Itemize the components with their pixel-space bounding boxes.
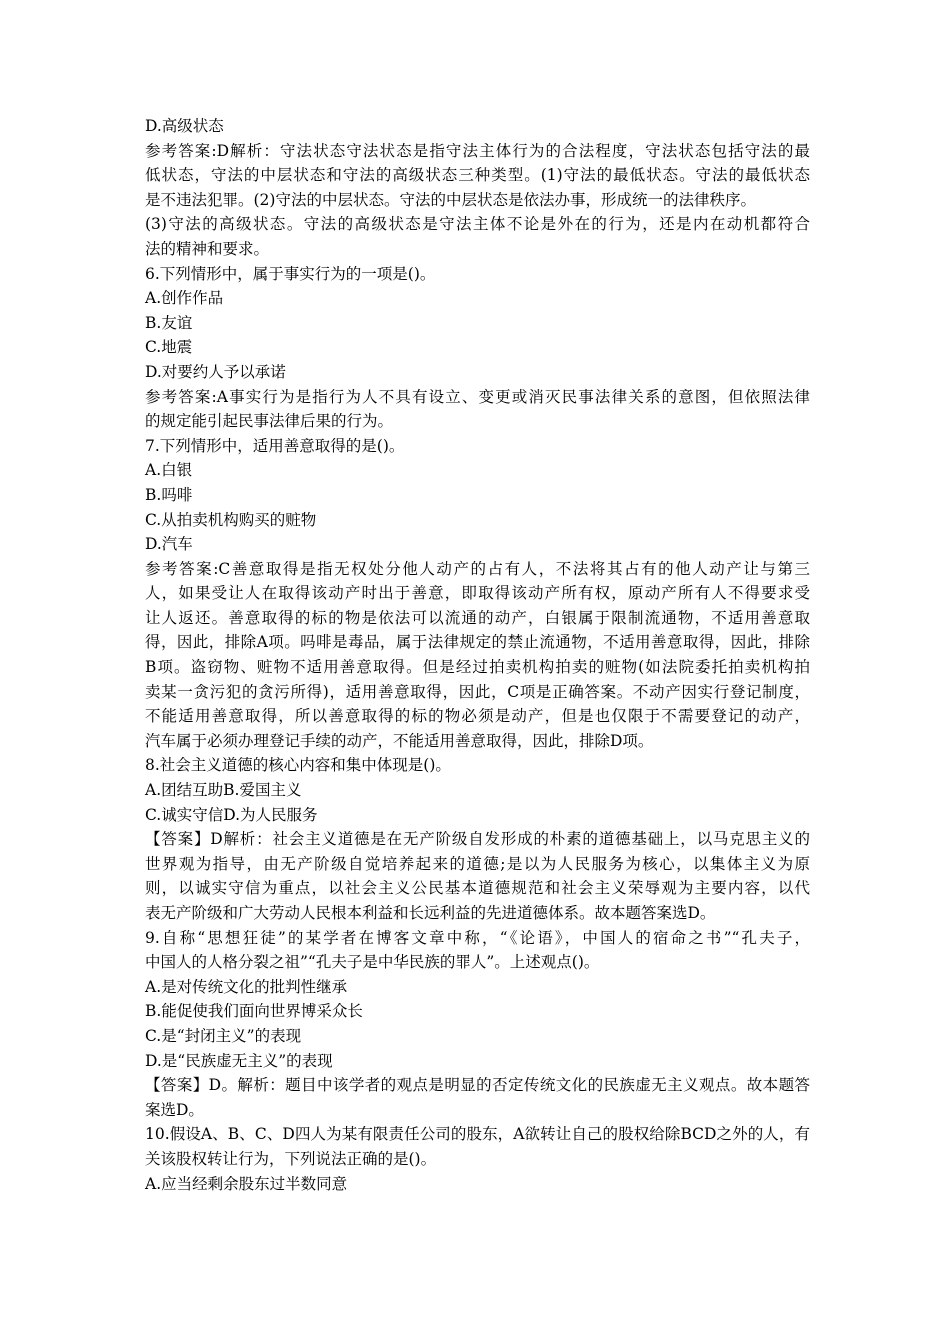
text-line: 不能适用善意取得，所以善意取得的标的物必须是动产，但是也仅限于不需要登记的动产， (145, 707, 810, 726)
option-a: A.是对传统文化的批判性继承 (145, 977, 348, 996)
option-cd: C.诚实守信D.为人民服务 (145, 805, 318, 824)
text-line: 关该股权转让行为，下列说法正确的是()。 (145, 1149, 437, 1168)
option-a: A.创作作品 (145, 289, 224, 308)
question-9-stem: 9.自称“思想狂徒”的某学者在博客文章中称，“《论语》，中国人的宿命之书”“孔夫子， (145, 928, 810, 947)
text-line: 案选D。 (145, 1100, 204, 1119)
text-line: 低状态，守法的中层状态和守法的高级状态三种类型。(1)守法的最低状态。守法的最低状态 (145, 166, 810, 185)
text-line: B项。盗窃物、赃物不适用善意取得。但是经过拍卖机构拍卖的赃物(如法院委托拍卖机构拍 (145, 658, 810, 677)
option-ab: A.团结互助B.爱国主义 (145, 781, 302, 800)
option-d: D.是“民族虚无主义”的表现 (145, 1051, 333, 1070)
option-b: B.能促使我们面向世界博采众长 (145, 1002, 363, 1021)
text-line: 中国人的人格分裂之祖”“孔夫子是中华民族的罪人”。上述观点()。 (145, 953, 600, 972)
question-6-stem: 6.下列情形中，属于事实行为的一项是()。 (145, 264, 436, 283)
text-line: 是不违法犯罪。(2)守法的中层状态。守法的中层状态是依法办事，形成统一的法律秩序。 (145, 190, 756, 209)
text-line: 的规定能引起民事法律后果的行为。 (145, 412, 394, 431)
option-a: A.白银 (145, 461, 193, 480)
text-line: 则，以诚实守信为重点，以社会主义公民基本道德规范和社会主义荣辱观为主要内容，以代 (145, 879, 810, 898)
text-line: 参考答案:C善意取得是指无权处分他人动产的占有人，不法将其占有的他人动产让与第三 (145, 559, 810, 578)
option-c: C.地震 (145, 338, 193, 357)
text-line: 卖某一贪污犯的贪污所得)，适用善意取得，因此，C项是正确答案。不动产因实行登记制度， (145, 682, 810, 701)
option-b: B.吗啡 (145, 485, 193, 504)
question-10-stem: 10.假设A、B、C、D四人为某有限责任公司的股东，A欲转让自己的股权给除BCD之外的人，有 (145, 1125, 810, 1144)
question-8-stem: 8.社会主义道德的核心内容和集中体现是()。 (145, 756, 451, 775)
option-b: B.友谊 (145, 313, 193, 332)
text-line: 世界观为指导，由无产阶级自觉培养起来的道德;是以为人民服务为核心，以集体主义为原 (145, 854, 810, 873)
text-line: 【答案】D解析：社会主义道德是在无产阶级自发形成的朴素的道德基础上，以马克思主义的 (145, 830, 810, 849)
text-line: 得，因此，排除A项。吗啡是毒品，属于法律规定的禁止流通物，不适用善意取得，因此，排除 (145, 633, 810, 652)
option-d: D.对要约人予以承诺 (145, 362, 286, 381)
text-line: 参考答案:D解析：守法状态守法状态是指守法主体行为的合法程度，守法状态包括守法的最 (145, 141, 810, 160)
text-line: 让人返还。善意取得的标的物是依法可以流通的动产，白银属于限制流通物，不适用善意取 (145, 608, 810, 627)
option-d: D.汽车 (145, 535, 193, 554)
text-line: 参考答案:A事实行为是指行为人不具有设立、变更或消灭民事法律关系的意图，但依照法律 (145, 387, 810, 406)
question-7-stem: 7.下列情形中，适用善意取得的是()。 (145, 436, 405, 455)
option-c: C.是“封闭主义”的表现 (145, 1026, 302, 1045)
option-c: C.从拍卖机构购买的赃物 (145, 510, 317, 529)
text-line: 法的精神和要求。 (145, 239, 270, 258)
text-line: (3)守法的高级状态。守法的高级状态是守法主体不论是外在的行为，还是内在动机都符合 (145, 215, 810, 234)
text-line: 【答案】D。解析：题目中该学者的观点是明显的否定传统文化的民族虚无主义观点。故本题答 (145, 1076, 810, 1095)
document-page (145, 114, 810, 1196)
text-line: 人，如果受让人在取得该动产时出于善意，即取得该动产所有权，原动产所有人不得要求受 (145, 584, 810, 603)
option-a: A.应当经剩余股东过半数同意 (145, 1174, 348, 1193)
text-line: D.高级状态 (145, 117, 224, 135)
text-line: 汽车属于必须办理登记手续的动产，不能适用善意取得，因此，排除D项。 (145, 731, 654, 750)
text-line: 表无产阶级和广大劳动人民根本利益和长远利益的先进道德体系。故本题答案选D。 (145, 904, 716, 922)
